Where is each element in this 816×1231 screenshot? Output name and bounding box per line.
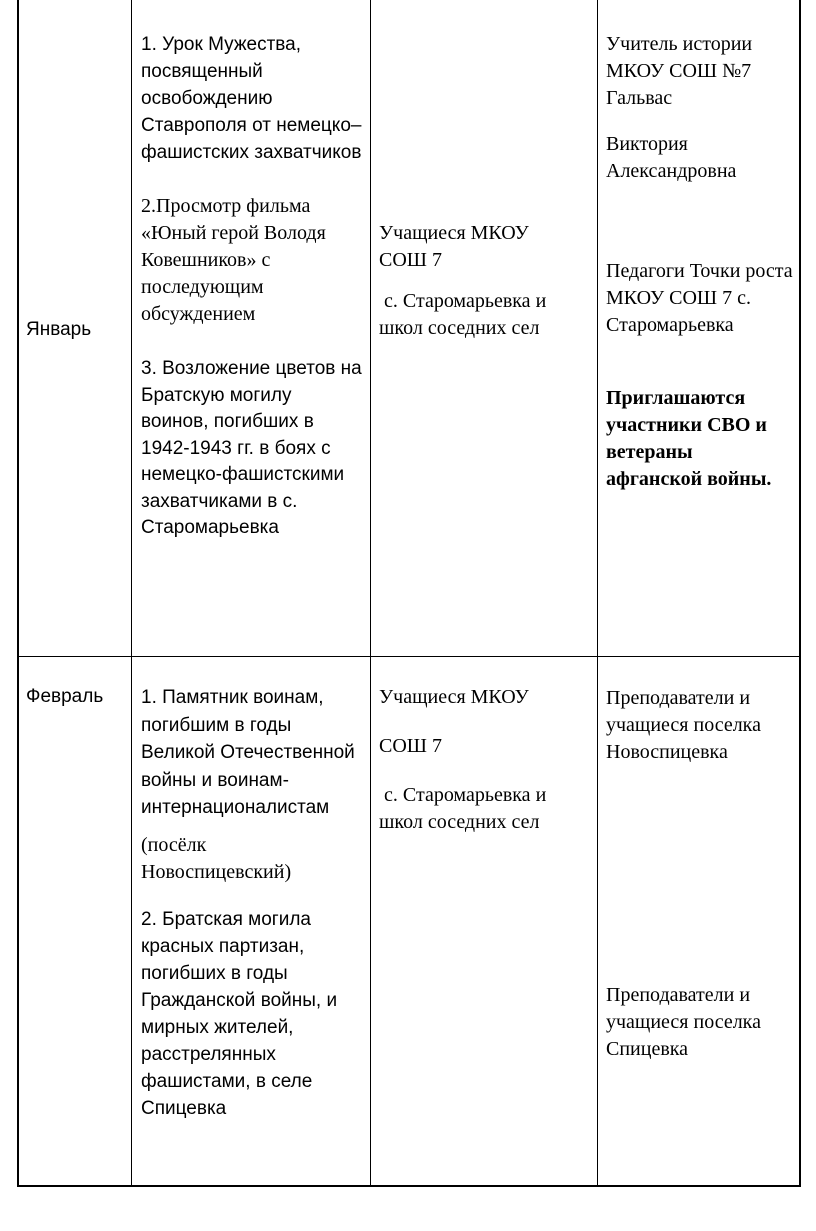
invitation-note: Приглашаются участники СВО и ветераны афганской войны. — [606, 387, 772, 490]
participants-text: с. Старомарьевка и школ соседних сел — [379, 290, 547, 339]
table-row-divider — [17, 656, 801, 657]
table-border-left — [17, 0, 19, 1187]
participants-text: Учащиеся МКОУ СОШ 7 — [379, 222, 529, 271]
table-divider-col-1 — [131, 0, 132, 1187]
month-cell — [26, 683, 103, 711]
table-border-right — [799, 0, 801, 1187]
participants-cell — [379, 220, 589, 342]
table-divider-col-3 — [597, 0, 598, 1187]
participants-cell — [379, 684, 589, 836]
month-label: Январь — [26, 319, 92, 340]
events-cell — [141, 684, 367, 1122]
month-label: Февраль — [26, 686, 104, 707]
responsible-text: Учитель истории МКОУ СОШ №7 Гальвас — [606, 33, 753, 109]
event-item: 2. Братская могила красных партизан, погибших в годы Гражданской войны, и мирных жителей, расстрелянных фашистами, в селе Спицевка — [141, 908, 338, 1119]
event-item: 2.Просмотр фильма «Юный герой Володя Ковешников» с последующим обсуждением — [141, 195, 326, 325]
participants-text: Учащиеся МКОУ — [379, 686, 529, 708]
table-border-bottom — [17, 1185, 801, 1187]
responsible-text: Педагоги Точки роста МКОУ СОШ 7 с. Старомарьевка — [606, 260, 793, 336]
responsible-cell — [606, 31, 796, 493]
event-item: (посёлк Новоспицевский) — [141, 833, 292, 883]
table-divider-col-2 — [370, 0, 371, 1187]
responsible-text: Преподаватели и учащиеся поселка Спицевка — [606, 984, 761, 1060]
participants-text: с. Старомарьевка и школ соседних сел — [379, 784, 547, 833]
events-cell — [141, 31, 367, 542]
participants-text: СОШ 7 — [379, 735, 442, 757]
responsible-text: Преподаватели и учащиеся поселка Новоспицевка — [606, 687, 761, 763]
responsible-text: Виктория Александровна — [606, 133, 737, 182]
responsible-cell — [606, 685, 796, 1063]
event-item: 1. Памятник воинам, погибшим в годы Великой Отечественной войны и воинам-интернационалистам — [141, 687, 355, 818]
month-cell — [26, 316, 91, 344]
event-item: 1. Урок Мужества, посвященный освобождению Ставрополя от немецко–фашистских захватчиков — [141, 34, 362, 163]
event-item: 3. Возложение цветов на Братскую могилу воинов, погибших в 1942-1943 гг. в боях с немецко-фашистскими захватчиками в с. Старомарьевка — [141, 358, 362, 538]
